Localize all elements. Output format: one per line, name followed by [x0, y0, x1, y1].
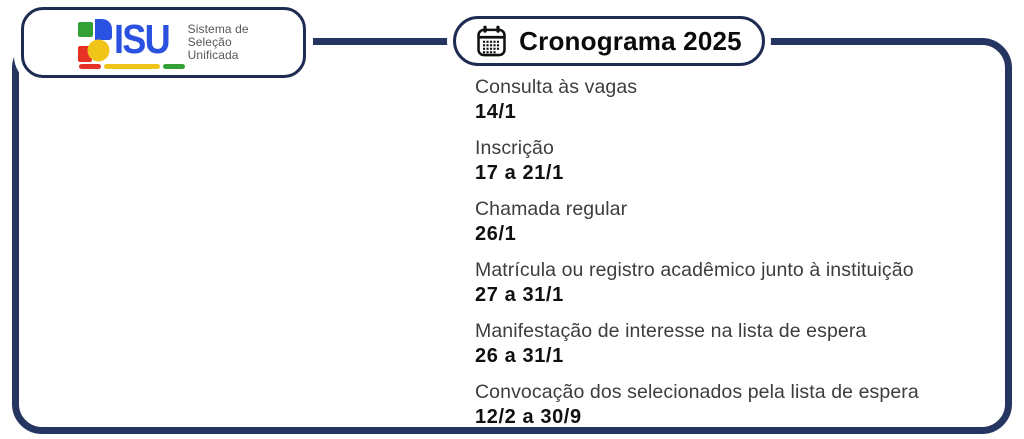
- schedule-item-convocacao: [475, 381, 985, 428]
- sisu-underline-bars: [79, 64, 185, 69]
- event-label: Consulta às vagas: [475, 76, 638, 98]
- event-date: 14/1: [475, 101, 517, 123]
- schedule-list: [475, 76, 985, 428]
- event-label: Manifestação de interesse na lista de espera: [475, 320, 867, 342]
- green-bar: [163, 64, 185, 69]
- schedule-item-matricula: [475, 259, 985, 306]
- tagline-line-2: Seleção: [187, 35, 232, 49]
- page-title: Cronograma 2025: [519, 25, 742, 56]
- calendar-icon: [476, 25, 507, 58]
- sisu-wordmark: ISU: [114, 15, 170, 62]
- tagline-line-3: Unificada: [187, 48, 239, 62]
- sisu-logo: [21, 7, 306, 78]
- tagline-line-1: Sistema de: [187, 22, 249, 36]
- event-date: 26 a 31/1: [475, 345, 564, 367]
- event-date: 26/1: [475, 223, 517, 245]
- event-date: 12/2 a 30/9: [475, 406, 582, 428]
- sisu-tagline: [188, 23, 249, 62]
- header-pill: [453, 16, 765, 66]
- event-date: 27 a 31/1: [475, 284, 564, 306]
- red-bar: [79, 64, 101, 69]
- schedule-item-inscricao: [475, 137, 985, 184]
- event-label: Matrícula ou registro acadêmico junto à instituição: [475, 259, 914, 281]
- sisu-s-blocks-icon: [78, 19, 112, 65]
- schedule-item-chamada-regular: [475, 198, 985, 245]
- schedule-item-consulta: [475, 76, 985, 123]
- event-label: Convocação dos selecionados pela lista de espera: [475, 381, 919, 403]
- event-date: 17 a 21/1: [475, 162, 564, 184]
- event-label: Inscrição: [475, 137, 554, 159]
- sisu-logo-mark: [78, 17, 176, 69]
- yellow-bar: [104, 64, 160, 69]
- event-label: Chamada regular: [475, 198, 628, 220]
- schedule-item-manifestacao: [475, 320, 985, 367]
